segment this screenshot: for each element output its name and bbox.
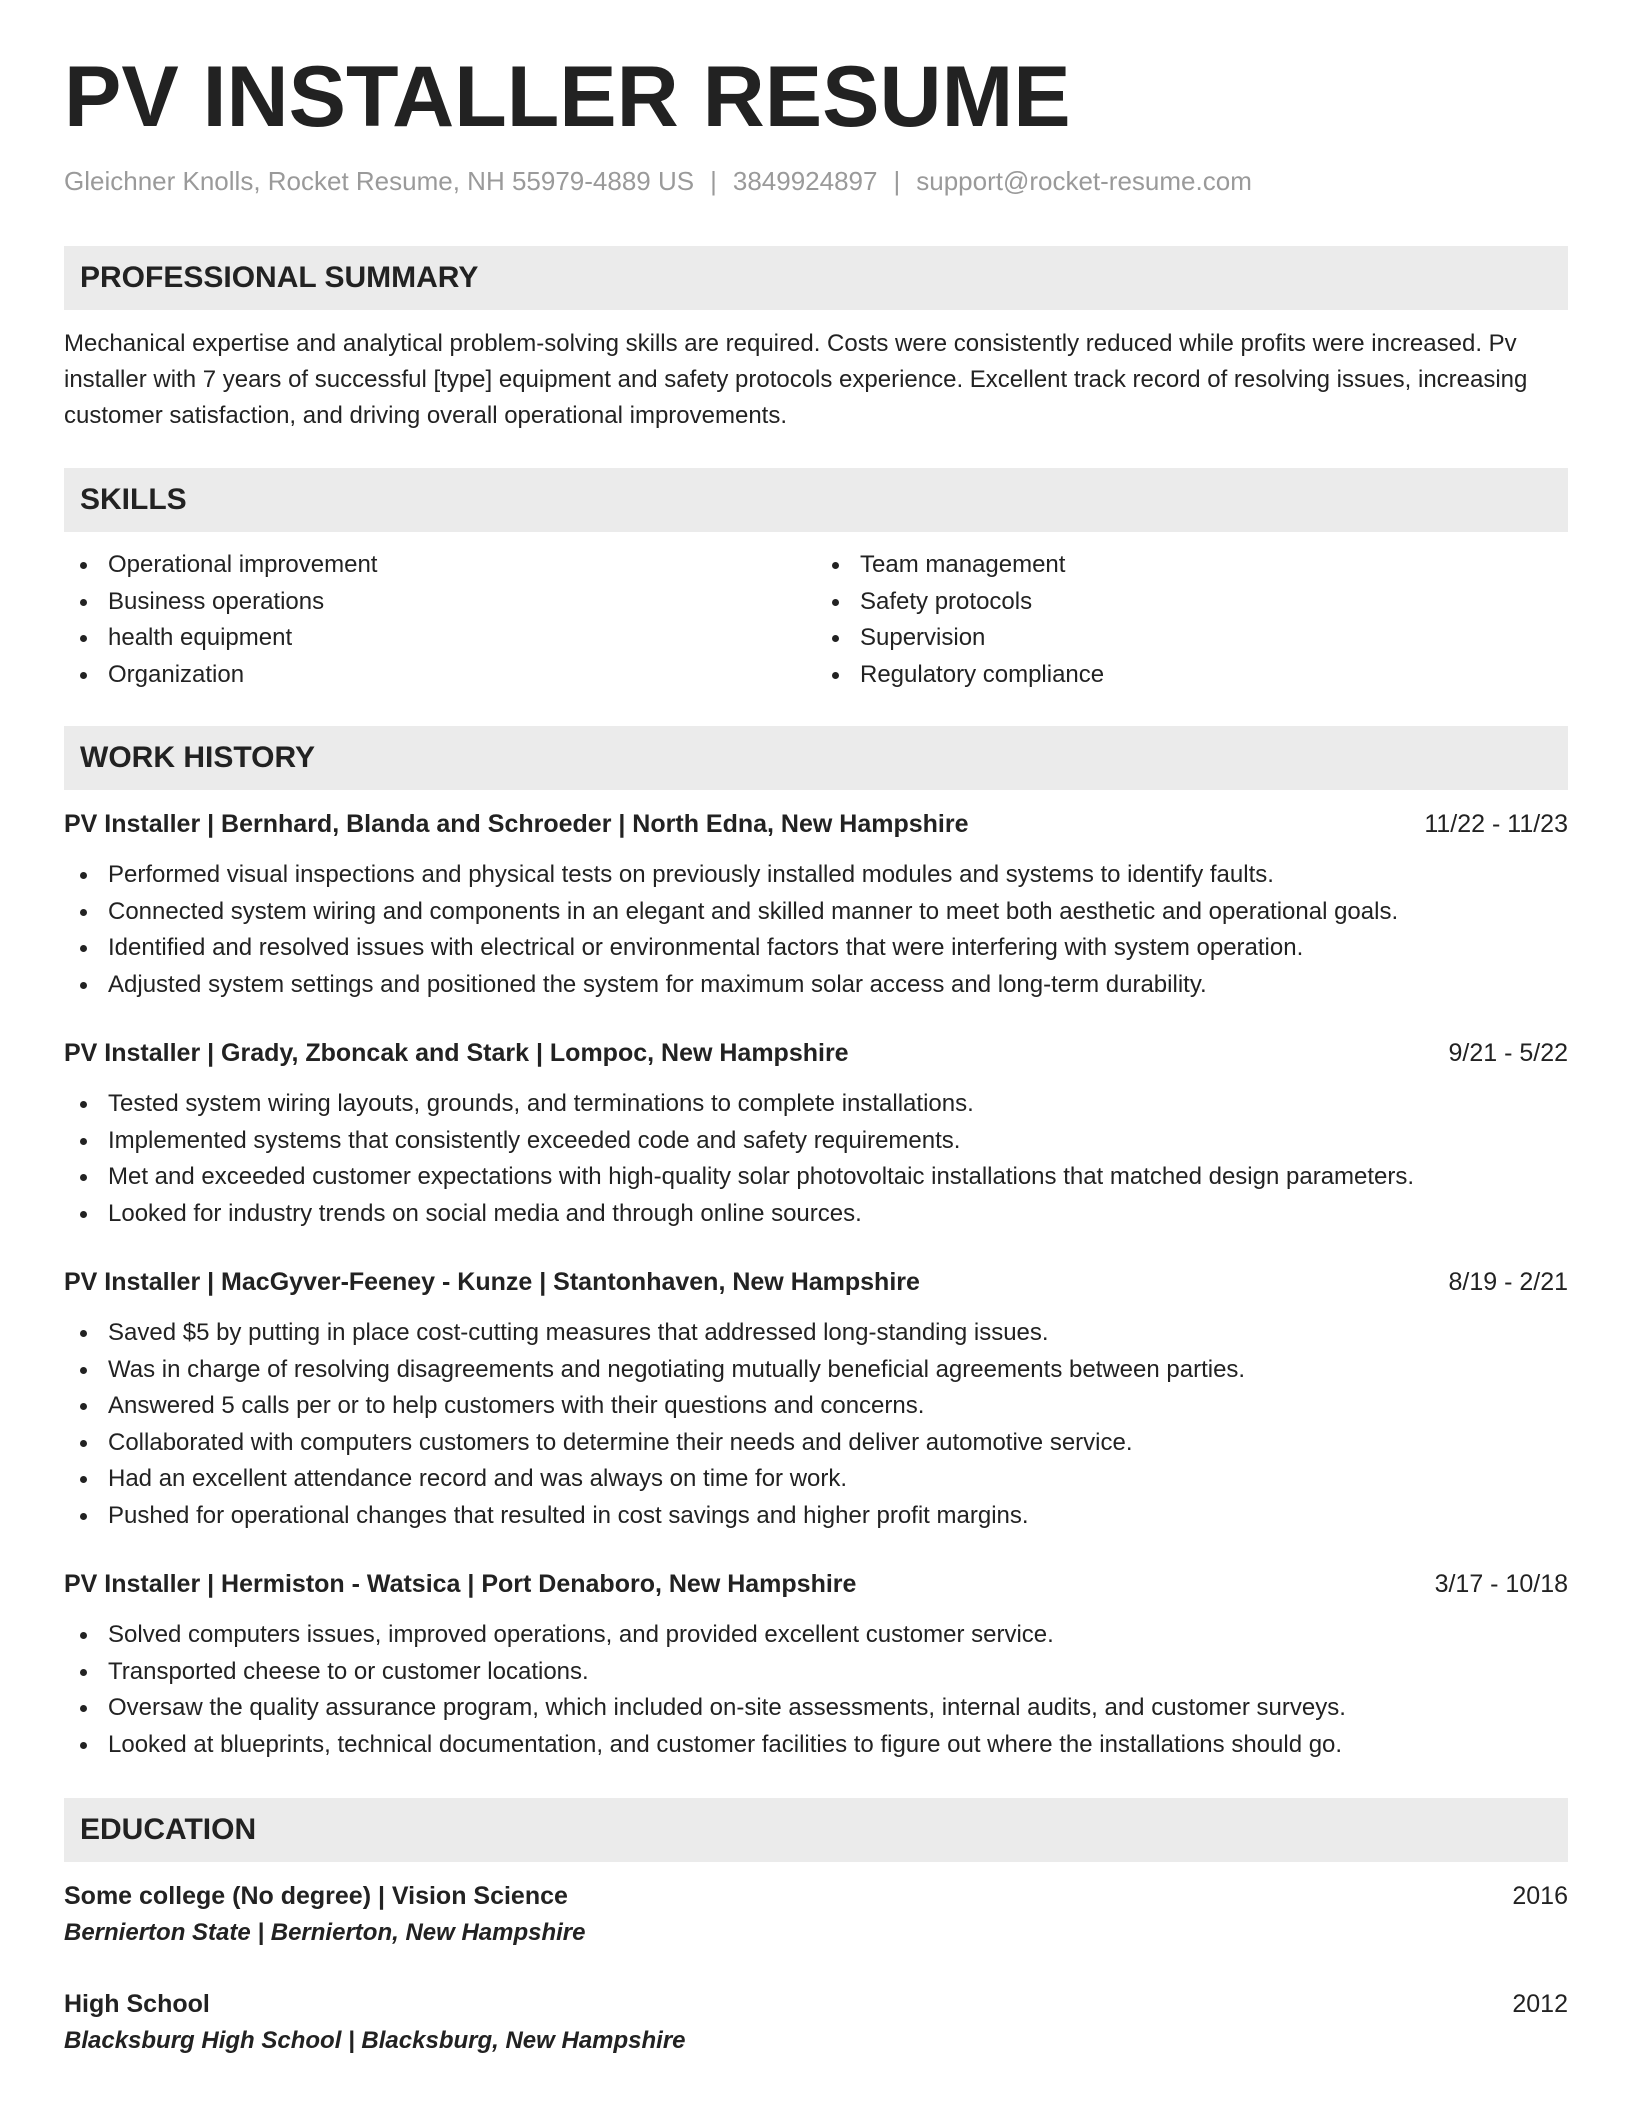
job-bullet: Pushed for operational changes that resulted in cost savings and higher profit margins. bbox=[64, 1498, 1568, 1535]
job-entry bbox=[64, 1264, 1568, 1534]
job-title: PV Installer | Hermiston - Watsica | Port Denaboro, New Hampshire bbox=[64, 1570, 857, 1599]
job-bullet: Saved $5 by putting in place cost-cutting measures that addressed long-standing issues. bbox=[64, 1315, 1568, 1352]
job-heading-row bbox=[64, 1035, 1568, 1071]
section-header-work-history bbox=[64, 726, 1568, 790]
job-title: PV Installer | MacGyver-Feeney - Kunze | Stantonhaven, New Hampshire bbox=[64, 1268, 920, 1297]
education-entry bbox=[64, 1878, 1568, 1952]
section-header-education bbox=[64, 1798, 1568, 1862]
skill-item: Safety protocols bbox=[816, 584, 1568, 621]
skill-item: Business operations bbox=[64, 584, 816, 621]
section-title: SKILLS bbox=[80, 483, 187, 517]
job-bullet: Oversaw the quality assurance program, which included on-site assessments, internal audits, and customer surveys. bbox=[64, 1690, 1568, 1727]
education-entry bbox=[64, 1986, 1568, 2060]
education-heading-row bbox=[64, 1986, 1568, 2022]
education-school: Blacksburg High School | Blacksburg, New Hampshire bbox=[64, 2027, 686, 2055]
skill-item: Organization bbox=[64, 657, 816, 694]
job-entry bbox=[64, 806, 1568, 1003]
job-bullet: Transported cheese to or customer locations. bbox=[64, 1654, 1568, 1691]
contact-separator: | bbox=[710, 166, 717, 196]
job-bullets bbox=[64, 1315, 1568, 1534]
job-bullet: Identified and resolved issues with electrical or environmental factors that were interfering with system operation. bbox=[64, 930, 1568, 967]
skills-grid bbox=[64, 547, 1568, 693]
summary-text: Mechanical expertise and analytical problem-solving skills are required. Costs were consistently reduced while profits were increased. Pv installer with 7 years of successful [type] equipment and safety protocols experience. Excellent track record of resolving issues, increasing customer satisfaction, and driving overall operational improvements. bbox=[64, 330, 1528, 430]
education-degree: Some college (No degree) | Vision Science bbox=[64, 1882, 568, 1911]
job-bullet: Adjusted system settings and positioned the system for maximum solar access and long-term durability. bbox=[64, 967, 1568, 1004]
job-bullet: Looked at blueprints, technical documentation, and customer facilities to figure out where the installations should go. bbox=[64, 1727, 1568, 1764]
section-title: EDUCATION bbox=[80, 1813, 257, 1847]
job-title: PV Installer | Bernhard, Blanda and Schroeder | North Edna, New Hampshire bbox=[64, 810, 969, 839]
skill-item: Team management bbox=[816, 547, 1568, 584]
education-school: Bernierton State | Bernierton, New Hampshire bbox=[64, 1919, 586, 1947]
skill-item: Operational improvement bbox=[64, 547, 816, 584]
job-bullets bbox=[64, 1086, 1568, 1232]
contact-line bbox=[64, 166, 1568, 197]
skill-item: Supervision bbox=[816, 620, 1568, 657]
section-header-summary bbox=[64, 246, 1568, 310]
section-title: WORK HISTORY bbox=[80, 741, 316, 775]
job-dates: 8/19 - 2/21 bbox=[1448, 1268, 1568, 1297]
job-heading-row bbox=[64, 1566, 1568, 1602]
job-bullet: Connected system wiring and components in an elegant and skilled manner to meet both aesthetic and operational goals. bbox=[64, 894, 1568, 931]
job-bullet: Was in charge of resolving disagreements and negotiating mutually beneficial agreements between parties. bbox=[64, 1352, 1568, 1389]
contact-email: support@rocket-resume.com bbox=[916, 166, 1252, 196]
contact-address: Gleichner Knolls, Rocket Resume, NH 55979-4889 US bbox=[64, 166, 695, 196]
job-bullet: Met and exceeded customer expectations with high-quality solar photovoltaic installations that matched design parameters. bbox=[64, 1159, 1568, 1196]
job-bullets bbox=[64, 857, 1568, 1003]
job-entry bbox=[64, 1566, 1568, 1763]
resume-title: PV INSTALLER RESUME bbox=[64, 49, 1071, 145]
education-degree: High School bbox=[64, 1990, 210, 2019]
job-bullet: Performed visual inspections and physical tests on previously installed modules and systems to identify faults. bbox=[64, 857, 1568, 894]
job-bullet: Implemented systems that consistently exceeded code and safety requirements. bbox=[64, 1123, 1568, 1160]
contact-phone: 3849924897 bbox=[732, 166, 878, 196]
job-dates: 11/22 - 11/23 bbox=[1424, 810, 1568, 839]
section-title: PROFESSIONAL SUMMARY bbox=[80, 261, 479, 295]
education-year: 2012 bbox=[1512, 1990, 1568, 2019]
job-heading-row bbox=[64, 806, 1568, 842]
skill-item: Regulatory compliance bbox=[816, 657, 1568, 694]
education-heading-row bbox=[64, 1878, 1568, 1914]
skills-column-right bbox=[816, 547, 1568, 693]
section-header-skills bbox=[64, 468, 1568, 532]
job-dates: 3/17 - 10/18 bbox=[1434, 1570, 1568, 1599]
contact-separator: | bbox=[893, 166, 901, 196]
skill-item: health equipment bbox=[64, 620, 816, 657]
job-bullet: Collaborated with computers customers to determine their needs and deliver automotive service. bbox=[64, 1425, 1568, 1462]
job-bullet: Tested system wiring layouts, grounds, and terminations to complete installations. bbox=[64, 1086, 1568, 1123]
job-bullet: Looked for industry trends on social media and through online sources. bbox=[64, 1196, 1568, 1233]
job-entry bbox=[64, 1035, 1568, 1232]
job-bullet: Had an excellent attendance record and was always on time for work. bbox=[64, 1461, 1568, 1498]
job-heading-row bbox=[64, 1264, 1568, 1300]
education-year: 2016 bbox=[1512, 1882, 1568, 1911]
job-dates: 9/21 - 5/22 bbox=[1448, 1039, 1568, 1068]
skills-column-left bbox=[64, 547, 816, 693]
job-bullets bbox=[64, 1617, 1568, 1763]
job-title: PV Installer | Grady, Zboncak and Stark | Lompoc, New Hampshire bbox=[64, 1039, 849, 1068]
job-bullet: Answered 5 calls per or to help customers with their questions and concerns. bbox=[64, 1388, 1568, 1425]
job-bullet: Solved computers issues, improved operations, and provided excellent customer service. bbox=[64, 1617, 1568, 1654]
